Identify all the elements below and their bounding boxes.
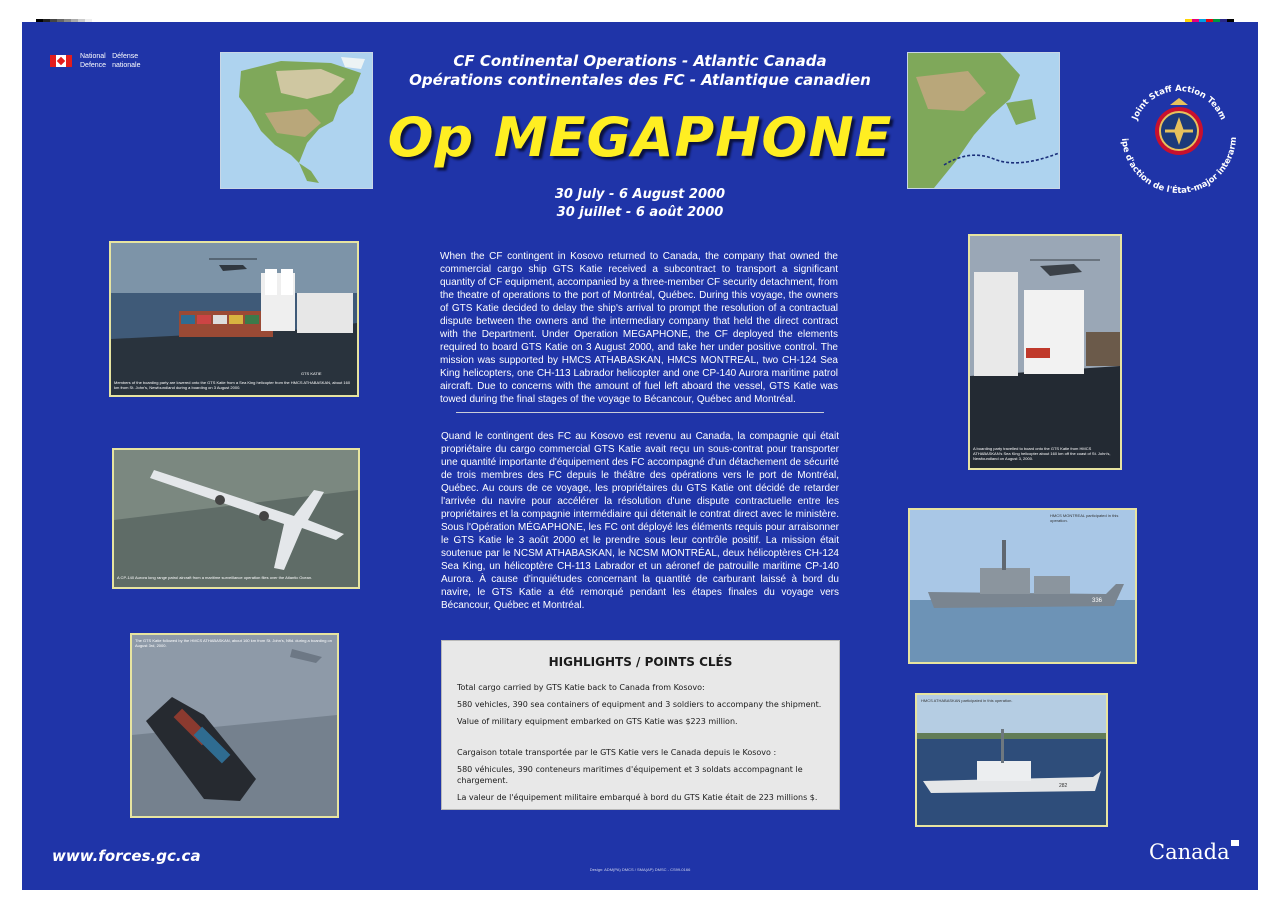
photo-2-caption: A CP-140 Aurora long range patrol aircraft from a maritime surveillance operation flies over the Atlantic Ocean. xyxy=(117,575,313,580)
photo-ship-helicopter xyxy=(109,241,359,397)
dates-en: 30 July - 6 August 2000 xyxy=(554,187,726,202)
dates xyxy=(22,186,1258,222)
cf-crest-icon xyxy=(1155,98,1203,155)
photo-5-caption: HMCS MONTREAL participated in this operation. xyxy=(1050,513,1119,523)
highlight-fr-3: La valeur de l'équipement militaire embarqué à bord du GTS Katie était de 223 millions $. xyxy=(457,793,818,802)
highlight-fr-2: 580 véhicules, 390 conteneurs maritimes d'équipement et 3 soldats accompagnant le chargement. xyxy=(457,765,803,785)
poster xyxy=(22,22,1258,890)
subtitle-fr: Opérations continentales des FC - Atlantique canadien xyxy=(409,71,871,89)
website-url[interactable]: www.forces.gc.ca xyxy=(52,847,201,865)
gov-nationale: nationale xyxy=(112,62,141,69)
montreal-hull-number: 336 xyxy=(1092,598,1103,604)
highlights-box xyxy=(441,640,840,810)
canada-wordmark xyxy=(1149,840,1239,864)
title-block xyxy=(22,52,1258,90)
logo-text-en: Joint Staff Action Team xyxy=(1130,83,1228,122)
ship-hull-text: GTS KATIE xyxy=(301,371,322,376)
highlights-title: HIGHLIGHTS / POINTS CLÉS xyxy=(548,655,733,669)
highlight-en-3: Value of military equipment embarked on GTS Katie was $223 million. xyxy=(457,717,738,726)
wordmark-flag-icon xyxy=(1231,840,1239,846)
highlight-en-1: Total cargo carried by GTS Katie back to Canada from Kosovo: xyxy=(457,683,705,692)
printer-strip xyxy=(0,0,1280,22)
athabaskan-hull-number: 282 xyxy=(1059,783,1068,789)
photo-ship-aerial xyxy=(130,633,339,818)
photo-1-caption: Members of the boarding party are lowered onto the GTS Katie from a Sea King helicopter from the HMCS ATHABASKAN, about 160 km from St. John's, Newfoundland during a boarding on 3 August 2000. xyxy=(114,380,351,390)
photo-6-caption: HMCS ATHABASKAN participated in this operation. xyxy=(921,698,1013,703)
dates-fr: 30 juillet - 6 août 2000 xyxy=(556,205,724,220)
body-paragraph-fr: Quand le contingent des FC au Kosovo est revenu au Canada, la compagnie qui était propriétaire du cargo commercial GTS Katie avait reçu un sous-contrat pour transporter une quantité importante d'équipement des FC accompagné d'un détachement de sécurité de trois membres des FC depuis le théâtre des opérations vers le port de Montréal, Québec. Au cours de ce voyage, les propriétaires du GTS Katie ont décidé de retarder l'arrivée du navire pour accélérer la résolution d'une dispute contractuelle entre les propriétaires et la compagnie intermédiaire qui détenait le contrat direct avec le ministère. Sous l'Opération MÉGAPHONE, les FC ont déployé les éléments requis pour arraisonner le GTS Katie le 3 août 2000 et le prendre sous leur contrôle positif. La mission était soutenue par le NCSM ATHABASKAN, le NCSM MONTRÉAL, deux hélicoptères CH-124 Sea King, un hélicoptère CH-113 Labrador et un aéronef de patrouille maritime CP-140 Aurora. À cause d'inquiétudes concernant la quantité de carburant laissé à bord du navire, le GTS Katie a été remorqué pendant les étapes finales du voyage vers Bécancour, Québec et Montréal. xyxy=(441,431,839,611)
design-credit: Design: ADM(PA) DMCS / SMA(AP) DMSC - CS99-0166 xyxy=(589,867,691,872)
gov-defense: Défense xyxy=(112,53,139,60)
logo-text-fr: ipe d'action de l'État-major interarm xyxy=(1119,136,1240,197)
gov-national: National xyxy=(80,53,106,60)
body-paragraph-en: When the CF contingent in Kosovo returned to Canada, the company that owned the commercial cargo ship GTS Katie received a subcontract to transport a significant quantity of CF equipment, accompanied by a three-member CF security detachment, from the theatre of operations to the port of Montréal, Québec. During this voyage, the owners of GTS Katie decided to delay the ship's arrival to prompt the resolution of a contractual dispute between the owners and the intermediary company that held the direct contract with the Department. Under Operation MEGAPHONE, the CF deployed the elements required to board GTS Katie on 3 August 2000, and take her under positive control. The mission was supported by HMCS ATHABASKAN, HMCS MONTREAL, two CH-124 Sea King helicopters, one CH-113 Labrador helicopter and one CP-140 Aurora maritime patrol aircraft. Due to concerns with the amount of fuel left aboard the vessel, GTS Katie was towed during the final stages of the voyage to Bécancour, Québec and Montréal. xyxy=(440,251,838,405)
photo-4-caption: A boarding party travelled to board onto the GTS Katie from HMCS ATHABASKAN's Sea King helicopter about 160 km off the coast of St. John's, Newfoundland on August 3, 2000. xyxy=(973,446,1111,461)
highlight-en-2: 580 vehicles, 390 sea containers of equipment and 3 soldiers to accompany the shipment. xyxy=(457,700,822,709)
gov-defence: Defence xyxy=(80,62,107,69)
atlantic-canada-map xyxy=(907,52,1060,189)
jsat-logo xyxy=(1108,65,1250,207)
photo-helicopter-boarding xyxy=(968,234,1122,470)
photo-hmcs-athabaskan xyxy=(915,693,1108,827)
divider-line xyxy=(456,412,824,413)
subtitle-en: CF Continental Operations - Atlantic Canada xyxy=(453,52,827,70)
page-title: Op MEGAPHONE xyxy=(387,106,893,169)
photo-hmcs-montreal xyxy=(908,508,1137,664)
canada-wordmark-text: Canada xyxy=(1149,840,1230,864)
photo-aircraft xyxy=(112,448,360,589)
photo-3-caption: The GTS Katie followed by the HMCS ATHABASKAN, about 160 km from St. John's, Nfld. during a boarding on August 3rd, 2000. xyxy=(135,638,333,648)
highlight-fr-1: Cargaison totale transportée par le GTS Katie vers le Canada depuis le Kosovo : xyxy=(457,748,777,757)
